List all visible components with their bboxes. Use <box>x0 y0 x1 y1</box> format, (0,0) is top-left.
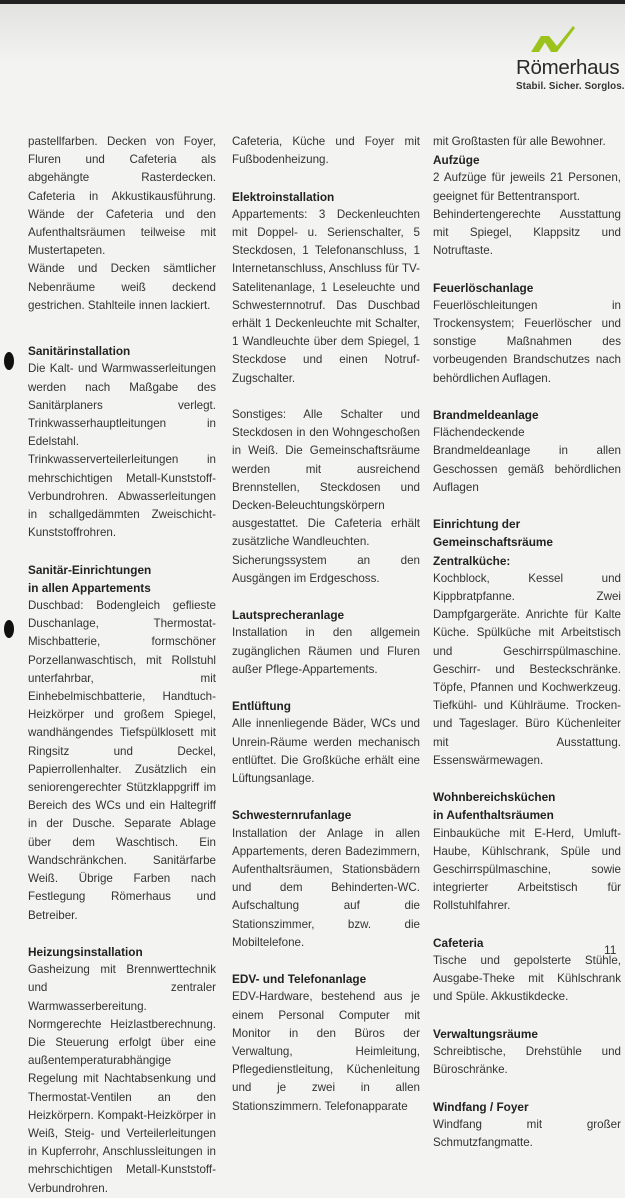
paragraph: Sicherungssystem an den Ausgängen im Erdgeschoss. <box>232 553 420 585</box>
paragraph: Feuerlöschleitungen in Trockensystem; Feuerlöscher und sonstige Maßnahmen des vorbeugenden Brandschutzes nach behördlichen Auflagen. <box>433 298 621 385</box>
section-heading: Wohnbereichsküchen <box>433 790 556 805</box>
section-heading: Windfang / Foyer <box>433 1099 529 1114</box>
section-heading: Gemeinschaftsräume <box>433 535 553 550</box>
section-subheading: Zentralküche: <box>433 553 511 568</box>
logo-tagline: Stabil. Sicher. Sorglos. <box>516 81 625 92</box>
section-heading: Schwesternrufanlage <box>232 808 352 823</box>
paragraph: Gasheizung mit Brennwerttechnik und zentraler Warmwasserbereitung. Normgerechte Heizlastberechnung. Die Steuerung erfolgt über eine außentemperaturabhängige Regelung mit Nachtabsenkung und Thermostat-Ventilen an den Heizkörpern. Kompakt-Heizkörper in Weiß, Steig- und Verteilerleitungen in Kupferrohr, Anschlussleitungen in mehrschichtigen Metall-Kunststoff-Verbundrohren. <box>28 963 216 1195</box>
paragraph: EDV-Hardware, bestehend aus je einem Personal Computer mit Monitor in den Büros der Verwaltung, Heimleitung, Pflegedienstleitung, Küchenleitung und je zwei in allen Stationszimmern. Telefonapparate <box>232 990 420 1113</box>
column-1 <box>28 133 216 1198</box>
paragraph: Sonstiges: Alle Schalter und Steckdosen in den Wohngeschoßen in Weiß. Die Gemeinschaftsräume werden mit ausreichend Brennstellen, Steckdosen und Decken-Beleuchtungskörpern ausgestattet. Die Cafeteria erhält zusätzliche Wandleuchten. <box>232 408 420 549</box>
paragraph: Schreibtische, Drehstühle und Büroschränke. <box>433 1045 621 1077</box>
section-heading: in Aufenthaltsräumen <box>433 808 554 823</box>
paragraph: mit Großtasten für alle Bewohner. <box>433 135 606 148</box>
paragraph: Alle innenliegende Bäder, WCs und Unrein-Räume werden mechanisch entlüftet. Die Großküche erhält eine Lüftungsanlage. <box>232 717 420 786</box>
section-heading: Sanitär-Einrichtungen <box>28 562 152 577</box>
logo-check-icon <box>531 26 575 52</box>
column-3 <box>433 133 621 1152</box>
paragraph: Behindertengerechte Ausstattung mit Spiegel, Klappsitz und Notruftaste. <box>433 207 621 258</box>
paragraph: Appartements: 3 Deckenleuchten mit Doppel- u. Serienschalter, 5 Steckdosen, 1 Telefonanschluss, 1 Internetanschluss, Anschluss für TV-Satelitenanlage, 1 Leseleuchte und Schwesternnotruf. Das Duschbad erhält 1 Deckenleuchte mit Schalter, 1 Wandleuchte über dem Spiegel, 1 Steckdose und einen Notruf-Zugschalter. <box>232 207 420 385</box>
section-heading: Sanitärinstallation <box>28 344 131 359</box>
logo-name: Römerhaus <box>516 56 620 79</box>
section-heading: Elektroinstallation <box>232 189 335 204</box>
section-heading: Brandmeldeanlage <box>433 408 539 423</box>
section-heading: Entlüftung <box>232 699 291 714</box>
paragraph: Cafeteria, Küche und Foyer mit Fußbodenheizung. <box>232 135 420 167</box>
section-heading: Verwaltungsräume <box>433 1026 538 1041</box>
scan-hole-mark <box>4 352 14 370</box>
paragraph: pastellfarben. Decken von Foyer, Fluren und Cafeteria als abgehängte Rasterdecken. Cafeteria in Akkustikausführung. Wände der Cafeteria und den Aufenthaltsräumen teilweise mit Mustertapeten. <box>28 135 216 258</box>
paragraph: Einbauküche mit E-Herd, Umluft-Haube, Kühlschrank, Spüle und Geschirrspülmaschine, sowie integrierter Arbeitstisch für Rollstuhlfahrer. <box>433 826 621 913</box>
paragraph: Wände und Decken sämtlicher Nebenräume weiß deckend gestrichen. Stahlteile innen lackiert. <box>28 262 216 312</box>
section-heading: EDV- und Telefonanlage <box>232 972 367 987</box>
section-heading: Feuerlöschanlage <box>433 280 534 295</box>
section-heading: Cafeteria <box>433 935 484 950</box>
scan-hole-mark <box>4 620 14 638</box>
section-heading: Aufzüge <box>433 153 480 168</box>
section-heading: Lautsprecheranlage <box>232 608 345 623</box>
section-heading: Einrichtung der <box>433 517 521 532</box>
section-heading: in allen Appartements <box>28 580 151 595</box>
column-2 <box>232 133 420 1116</box>
paragraph: Tische und gepolsterte Stühle, Ausgabe-Theke mit Kühlschrank und Spüle. Akkustikdecke. <box>433 954 621 1004</box>
paragraph: Kochblock, Kessel und Kippbratpfanne. Zwei Dampfgargeräte. Anrichte für Kalte Küche. Spülküche mit Arbeitstisch und Geschirrspülmaschine. Geschirr- und Besteckschränke. Töpfe, Pfannen und Kochwerkzeug. Tiefkühl- und Kühlräume. Trocken- und Tageslager. Büro Küchenleiter mit Ausstattung. Essenswärmewagen. <box>433 571 621 767</box>
paragraph: Installation der Anlage in allen Appartements, deren Badezimmern, Aufenthaltsräumen, Stationsbädern und dem Behinderten-WC. Aufschaltung auf die Stationszimmer, bzw. die Mobiltelefone. <box>232 826 420 949</box>
paragraph: Die Kalt- und Warmwasserleitungen werden nach Maßgabe des Sanitärplaners verlegt. Trinkwasserhauptleitungen in Edelstahl. Trinkwasserverteilerleitungen in mehrschichtigen Metall-Kunststoff-Verbundrohren. Abwasserleitungen in schallgedämmten Zweischicht-Kunststoffrohren. <box>28 362 216 540</box>
paragraph: Duschbad: Bodengleich geflieste Duschanlage, Thermostat-Mischbatterie, formschöner Porzellanwaschtisch, mit Rollstuhl unterfahrbar, mit Einhebelmischbatterie, Handtuch-Heizkörper und großem Spiegel, wandhängendes Tiefspülklosett mit Ringsitz und Deckel, Papierrollenhalter. Zusätzlich ein seniorengerechter Stützklappgriff im Bereich des WCs und ein Haltegriff in der Dusche. Separate Ablage über dem Waschtisch. Ein Wandschränkchen. Sanitärfarbe Weiß. Übrige Farben nach Festlegung Römerhaus und Betreiber. <box>28 599 216 922</box>
paragraph: Windfang mit großer Schmutzfangmatte. <box>433 1117 621 1150</box>
paragraph: Flächendeckende Brandmeldeanlage in allen Geschossen gemäß behördlichen Auflagen <box>433 426 621 494</box>
page-number: 11 <box>604 943 617 957</box>
section-heading: Heizungsinstallation <box>28 944 143 959</box>
paragraph: Installation in den allgemein zugänglichen Räumen und Fluren außer Pflege-Appartements. <box>232 626 420 676</box>
paragraph: 2 Aufzüge für jeweils 21 Personen, geeignet für Bettentransport. <box>433 171 621 203</box>
